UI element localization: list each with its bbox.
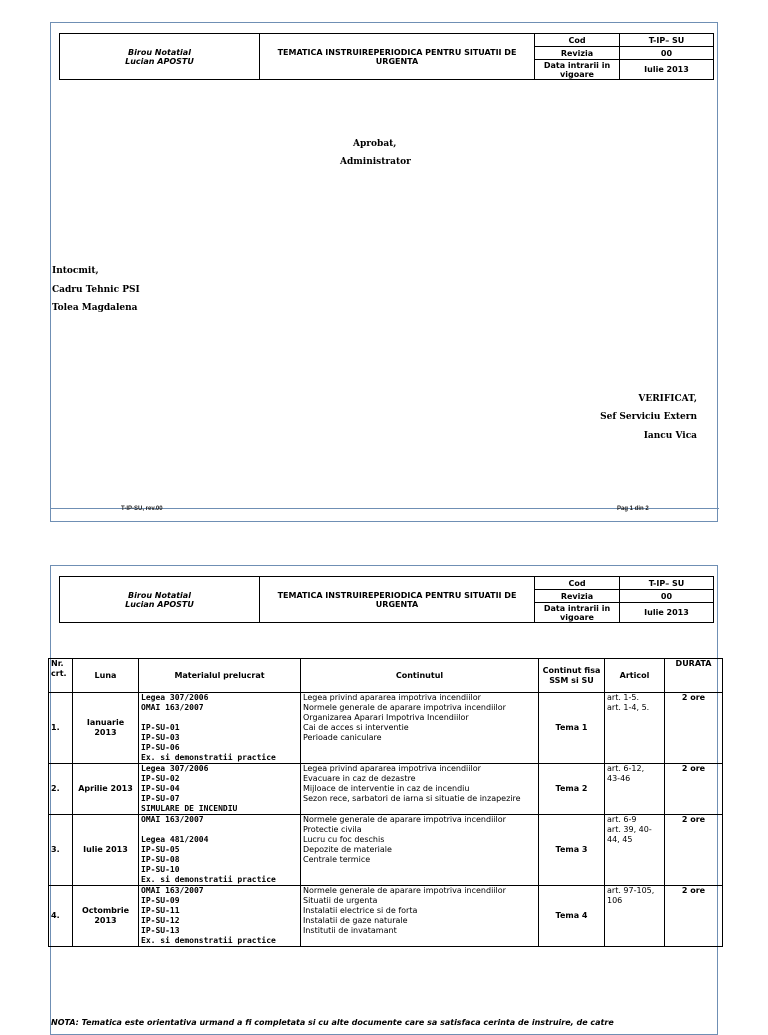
material-line: IP-SU-01 <box>141 723 180 732</box>
row-materials <box>139 886 301 947</box>
material-line: Legea 481/2004 <box>141 835 209 844</box>
material-line <box>141 825 298 835</box>
material-line: Ex. si demonstratii practice <box>141 936 276 945</box>
continut-line: Cai de acces si interventie <box>303 723 409 732</box>
continut-line: Protectie civila <box>303 825 362 834</box>
continut-line: Normele generale de aparare impotriva incendiilor <box>303 886 506 895</box>
row-month: Aprilie 2013 <box>73 764 139 815</box>
row-materials <box>139 693 301 764</box>
material-line: IP-SU-04 <box>141 784 180 793</box>
row-article <box>605 886 665 947</box>
intocmit-name: Tolea Magdalena <box>52 303 138 313</box>
row-materials <box>139 815 301 886</box>
continut-line: Situatii de urgenta <box>303 896 378 905</box>
nota-text: NOTA: Tematica este orientativa urmand a fi completata si cu alte documente care sa satisfaca cerinta de instruire, de catre <box>51 1018 614 1027</box>
row-duration: 2 ore <box>665 693 723 764</box>
material-line: OMAI 163/2007 <box>141 703 204 712</box>
material-line: IP-SU-11 <box>141 906 180 915</box>
material-line <box>141 713 298 723</box>
row-content <box>301 764 539 815</box>
continut-line: Normele generale de aparare impotriva incendiilor <box>303 815 506 824</box>
row-topic: Tema 4 <box>539 886 605 947</box>
continut-line: Normele generale de aparare impotriva incendiilor <box>303 703 506 712</box>
data-intrarii-label: Data intrarii in vigoare <box>535 603 620 623</box>
row-content <box>301 815 539 886</box>
row-topic: Tema 3 <box>539 815 605 886</box>
document-title: TEMATICA INSTRUIREPERIODICA PENTRU SITUATII DE URGENTA <box>260 577 535 623</box>
document-page-2 <box>50 565 718 1035</box>
header-material: Materialul prelucrat <box>139 659 301 693</box>
cod-value: T-IP– SU <box>620 577 714 590</box>
footer-document-code: T-IP-SU, rev.00 <box>121 506 163 512</box>
articol-line: art. 6-12, <box>607 764 645 773</box>
header-fisa: Continut fisa SSM si SU <box>539 659 605 693</box>
articol-line: art. 97-105, 106 <box>607 886 655 905</box>
continut-line: Instalatii electrice si de forta <box>303 906 418 915</box>
articol-line: art. 6-9 <box>607 815 637 824</box>
document-page-1 <box>50 22 718 522</box>
material-line: OMAI 163/2007 <box>141 886 204 895</box>
continut-line: Sezon rece, sarbatori de iarna si situatie de inzapezire <box>303 794 521 803</box>
material-line: IP-SU-05 <box>141 845 180 854</box>
row-content <box>301 886 539 947</box>
revizia-label: Revizia <box>535 590 620 603</box>
continut-line: Perioade caniculare <box>303 733 382 742</box>
revizia-label: Revizia <box>535 47 620 60</box>
material-line: Legea 307/2006 <box>141 693 209 702</box>
intocmit-label: Intocmit, <box>52 266 99 276</box>
data-intrarii-label: Data intrarii in vigoare <box>535 60 620 80</box>
row-topic: Tema 1 <box>539 693 605 764</box>
material-line: Ex. si demonstratii practice <box>141 753 276 762</box>
continut-line: Organizarea Aparari Impotriva Incendiilor <box>303 713 469 722</box>
row-duration: 2 ore <box>665 886 723 947</box>
material-line: SIMULARE DE INCENDIU <box>141 804 238 813</box>
row-duration: 2 ore <box>665 764 723 815</box>
row-duration: 2 ore <box>665 815 723 886</box>
organization-name: Birou Notatial Lucian APOSTU <box>60 577 260 623</box>
data-intrarii-value: Iulie 2013 <box>620 603 714 623</box>
material-line: Legea 307/2006 <box>141 764 209 773</box>
material-line: IP-SU-06 <box>141 743 180 752</box>
table-row <box>49 815 723 886</box>
administrator-label: Administrator <box>340 157 411 167</box>
table-row <box>49 764 723 815</box>
material-line: IP-SU-13 <box>141 926 180 935</box>
cod-label: Cod <box>535 34 620 47</box>
articol-line: 43-46 <box>607 774 631 783</box>
document-header <box>59 33 714 80</box>
material-line: IP-SU-02 <box>141 774 180 783</box>
row-number: 2. <box>49 764 73 815</box>
header-luna: Luna <box>73 659 139 693</box>
cod-label: Cod <box>535 577 620 590</box>
header-nr: Nr. crt. <box>49 659 73 693</box>
material-line: OMAI 163/2007 <box>141 815 204 824</box>
cod-value: T-IP– SU <box>620 34 714 47</box>
continut-line: Legea privind apararea impotriva incendiilor <box>303 764 481 773</box>
aprobat-label: Aprobat, <box>353 139 397 149</box>
material-line: IP-SU-12 <box>141 916 180 925</box>
articol-line: art. 39, 40-44, 45 <box>607 825 652 844</box>
revizia-value: 00 <box>620 47 714 60</box>
articol-line: art. 1-4, 5. <box>607 703 650 712</box>
header-articol: Articol <box>605 659 665 693</box>
continut-line: Lucru cu foc deschis <box>303 835 385 844</box>
verificat-label: VERIFICAT, <box>638 394 697 404</box>
table-row <box>49 886 723 947</box>
continut-line: Mijloace de interventie in caz de incendiu <box>303 784 470 793</box>
cadru-tehnic-label: Cadru Tehnic PSI <box>52 285 140 295</box>
row-topic: Tema 2 <box>539 764 605 815</box>
data-intrarii-value: Iulie 2013 <box>620 60 714 80</box>
continut-line: Instalatii de gaze naturale <box>303 916 408 925</box>
row-number: 4. <box>49 886 73 947</box>
continut-line: Depozite de materiale <box>303 845 392 854</box>
row-article <box>605 764 665 815</box>
row-month: Iulie 2013 <box>73 815 139 886</box>
row-month: Octombrie 2013 <box>73 886 139 947</box>
articol-line: art. 1-5. <box>607 693 640 702</box>
sef-serviciu-label: Sef Serviciu Extern <box>600 412 697 422</box>
document-header <box>59 576 714 623</box>
material-line: IP-SU-08 <box>141 855 180 864</box>
training-schedule-table <box>48 658 723 947</box>
row-content <box>301 693 539 764</box>
material-line: IP-SU-10 <box>141 865 180 874</box>
material-line: IP-SU-09 <box>141 896 180 905</box>
table-row <box>49 693 723 764</box>
revizia-value: 00 <box>620 590 714 603</box>
continut-line: Institutii de invatamant <box>303 926 397 935</box>
header-continut: Continutul <box>301 659 539 693</box>
footer-page-number: Pag 1 din 2 <box>617 506 649 512</box>
organization-name: Birou Notatial Lucian APOSTU <box>60 34 260 80</box>
material-line: IP-SU-03 <box>141 733 180 742</box>
row-article <box>605 815 665 886</box>
table-header-row <box>49 659 723 693</box>
row-article <box>605 693 665 764</box>
verificat-name: Iancu Vica <box>643 431 697 441</box>
continut-line: Evacuare in caz de dezastre <box>303 774 416 783</box>
document-title: TEMATICA INSTRUIREPERIODICA PENTRU SITUATII DE URGENTA <box>260 34 535 80</box>
continut-line: Legea privind apararea impotriva incendiilor <box>303 693 481 702</box>
header-durata: DURATA <box>665 659 723 693</box>
row-number: 3. <box>49 815 73 886</box>
row-materials <box>139 764 301 815</box>
material-line: Ex. si demonstratii practice <box>141 875 276 884</box>
material-line: IP-SU-07 <box>141 794 180 803</box>
row-number: 1. <box>49 693 73 764</box>
row-month: Ianuarie 2013 <box>73 693 139 764</box>
continut-line: Centrale termice <box>303 855 371 864</box>
